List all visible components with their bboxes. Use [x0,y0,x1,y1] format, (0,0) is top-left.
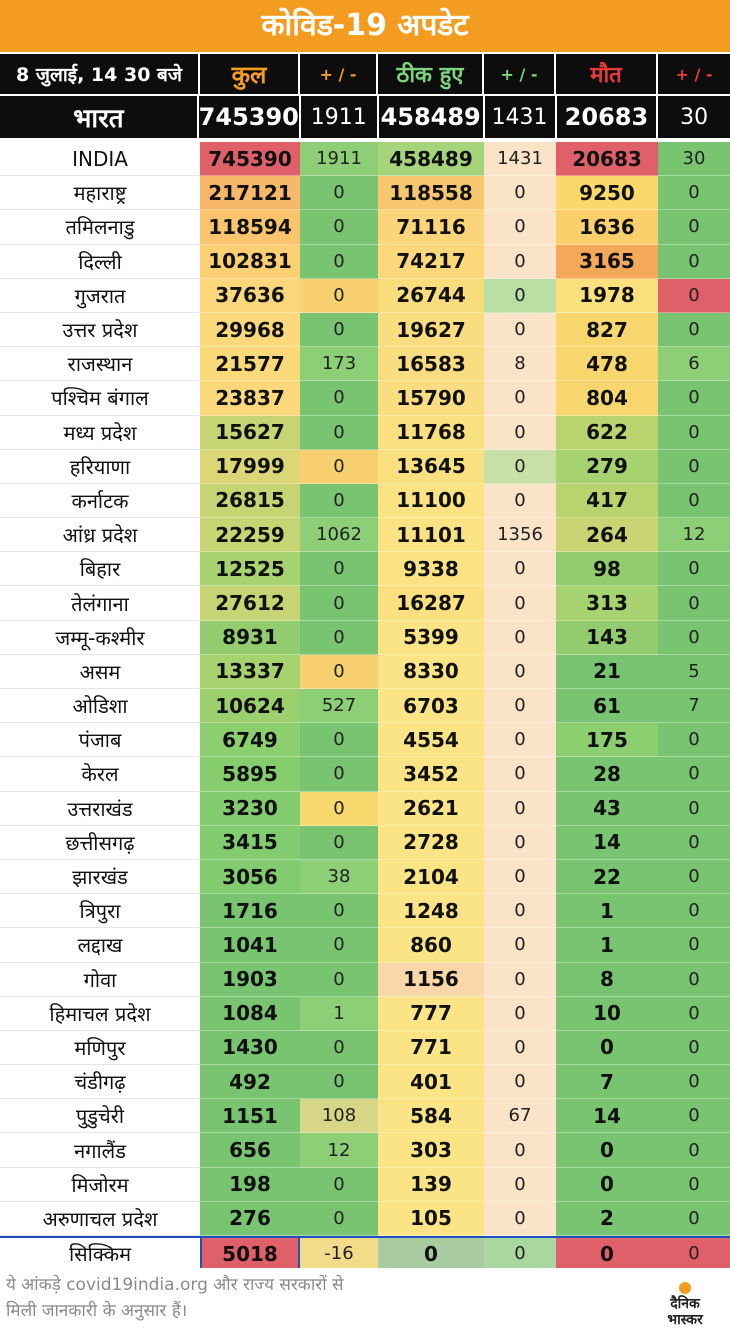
recovered-change-cell: 0 [484,210,556,244]
recovered-change-cell: 1356 [484,518,556,552]
total-header: कुल [200,54,300,94]
recovered-change-cell: 0 [484,621,556,655]
state-name: जम्मू-कश्मीर [0,621,200,655]
deaths-change-cell: 0 [658,1168,730,1202]
table-row [0,689,730,723]
india-summary-row [0,96,730,138]
recovered-change-cell: 0 [484,1236,556,1270]
state-name: आंध्र प्रदेश [0,518,200,552]
recovered-change-cell: 0 [484,894,556,928]
total-cell: 3056 [200,860,300,894]
deaths-change-cell: 7 [658,689,730,723]
recovered-change-cell: 0 [484,450,556,484]
recovered-cell: 15790 [378,381,484,415]
total-cell: 23837 [200,381,300,415]
deaths-change-cell: 0 [658,210,730,244]
table-row [0,313,730,347]
total-cell: 1084 [200,997,300,1031]
recovered-cell: 860 [378,928,484,962]
state-name: सिक्किम [0,1236,200,1270]
recovered-cell: 11768 [378,416,484,450]
recovered-cell: 19627 [378,313,484,347]
deaths-change-cell: 0 [658,723,730,757]
state-name: असम [0,655,200,689]
total-cell: 745390 [200,142,300,176]
table-row [0,381,730,415]
india-total-change: 1911 [301,96,379,138]
total-cell: 21577 [200,347,300,381]
table-row [0,655,730,689]
total-change-cell: 0 [300,245,378,279]
india-deaths-change: 30 [658,96,730,138]
deaths-change-header: + / - [658,54,730,94]
total-cell: 29968 [200,313,300,347]
recovered-change-cell: 0 [484,689,556,723]
recovered-change-cell: 0 [484,655,556,689]
logo-sun-icon [679,1282,691,1294]
deaths-change-cell: 0 [658,757,730,791]
deaths-change-cell: 0 [658,381,730,415]
table-row [0,1133,730,1167]
india-deaths: 20683 [557,96,659,138]
state-name: हरियाणा [0,450,200,484]
recovered-change-cell: 0 [484,1065,556,1099]
deaths-change-cell: 0 [658,484,730,518]
total-change-cell: 0 [300,826,378,860]
deaths-change-cell: 0 [658,826,730,860]
total-cell: 1151 [200,1099,300,1133]
total-cell: 17999 [200,450,300,484]
deaths-change-cell: 0 [658,1236,730,1270]
total-cell: 15627 [200,416,300,450]
table-row [0,1065,730,1099]
footer [0,1268,730,1340]
total-change-cell: 0 [300,1031,378,1065]
table-row [0,723,730,757]
state-name: अरुणाचल प्रदेश [0,1202,200,1236]
table-row [0,963,730,997]
total-change-cell: 0 [300,723,378,757]
recovered-change-header: + / - [484,54,556,94]
deaths-change-cell: 6 [658,347,730,381]
state-name: बिहार [0,552,200,586]
total-change-cell: 0 [300,894,378,928]
state-name: पश्चिम बंगाल [0,381,200,415]
recovered-cell: 11100 [378,484,484,518]
recovered-cell: 1248 [378,894,484,928]
state-name: मणिपुर [0,1031,200,1065]
total-cell: 198 [200,1168,300,1202]
deaths-cell: 264 [556,518,658,552]
deaths-change-cell: 0 [658,1099,730,1133]
deaths-change-cell: 0 [658,245,730,279]
recovered-change-cell: 0 [484,1133,556,1167]
deaths-cell: 478 [556,347,658,381]
deaths-header: मौत [556,54,658,94]
deaths-cell: 14 [556,1099,658,1133]
recovered-cell: 2621 [378,792,484,826]
total-cell: 13337 [200,655,300,689]
india-recovered-change: 1431 [485,96,557,138]
state-name: झारखंड [0,860,200,894]
table-row [0,279,730,313]
deaths-change-cell: 0 [658,792,730,826]
recovered-cell: 139 [378,1168,484,1202]
deaths-cell: 0 [556,1236,658,1270]
deaths-change-cell: 0 [658,963,730,997]
total-change-cell: 1911 [300,142,378,176]
total-change-cell: 0 [300,655,378,689]
recovered-change-cell: 0 [484,963,556,997]
total-cell: 492 [200,1065,300,1099]
total-change-cell: 108 [300,1099,378,1133]
state-name: केरल [0,757,200,791]
recovered-cell: 13645 [378,450,484,484]
recovered-change-cell: 0 [484,586,556,620]
source-note [6,1272,466,1324]
state-name: गुजरात [0,279,200,313]
state-name: मिजोरम [0,1168,200,1202]
dainik-bhaskar-logo [650,1282,720,1336]
recovered-cell: 1156 [378,963,484,997]
recovered-cell: 0 [378,1236,484,1270]
total-change-cell: 1062 [300,518,378,552]
state-name: ओडिशा [0,689,200,723]
total-cell: 276 [200,1202,300,1236]
deaths-cell: 1978 [556,279,658,313]
total-cell: 3415 [200,826,300,860]
recovered-change-cell: 0 [484,1031,556,1065]
total-cell: 37636 [200,279,300,313]
deaths-change-cell: 0 [658,928,730,962]
recovered-change-cell: 0 [484,279,556,313]
recovered-cell: 9338 [378,552,484,586]
table-row [0,621,730,655]
total-cell: 656 [200,1133,300,1167]
deaths-cell: 1 [556,894,658,928]
deaths-cell: 0 [556,1168,658,1202]
recovered-change-cell: 1431 [484,142,556,176]
state-name: चंडीगढ़ [0,1065,200,1099]
deaths-change-cell: 0 [658,997,730,1031]
total-change-cell: 0 [300,1065,378,1099]
total-change-cell: 0 [300,450,378,484]
recovered-cell: 6703 [378,689,484,723]
table-row [0,894,730,928]
recovered-cell: 118558 [378,176,484,210]
source-line-1: ये आंकड़े covid19india.org और राज्य सरकारों से [6,1275,344,1295]
table-row [0,1099,730,1133]
deaths-cell: 0 [556,1133,658,1167]
india-total: 745390 [199,96,301,138]
total-cell: 8931 [200,621,300,655]
recovered-cell: 3452 [378,757,484,791]
state-name: नगालैंड [0,1133,200,1167]
recovered-change-cell: 8 [484,347,556,381]
deaths-cell: 0 [556,1031,658,1065]
deaths-change-cell: 0 [658,1065,730,1099]
table-row [0,1236,730,1270]
recovered-change-cell: 67 [484,1099,556,1133]
recovered-change-cell: 0 [484,484,556,518]
deaths-cell: 827 [556,313,658,347]
deaths-cell: 28 [556,757,658,791]
recovered-cell: 5399 [378,621,484,655]
total-cell: 5018 [200,1236,300,1270]
total-change-cell: 0 [300,176,378,210]
deaths-cell: 10 [556,997,658,1031]
total-change-header: + / - [300,54,378,94]
recovered-cell: 401 [378,1065,484,1099]
logo-text-2: भास्कर [667,1312,703,1328]
deaths-cell: 43 [556,792,658,826]
total-change-cell: 527 [300,689,378,723]
state-name: तमिलनाडु [0,210,200,244]
table-row [0,142,730,176]
deaths-cell: 20683 [556,142,658,176]
recovered-change-cell: 0 [484,1202,556,1236]
table-row [0,245,730,279]
recovered-cell: 584 [378,1099,484,1133]
recovered-cell: 26744 [378,279,484,313]
total-change-cell: 0 [300,484,378,518]
update-date: 8 जुलाई, 14 30 बजे [0,54,200,94]
recovered-change-cell: 0 [484,928,556,962]
recovered-cell: 16287 [378,586,484,620]
total-cell: 5895 [200,757,300,791]
deaths-change-cell: 12 [658,518,730,552]
deaths-cell: 14 [556,826,658,860]
total-cell: 27612 [200,586,300,620]
table-row [0,416,730,450]
total-cell: 10624 [200,689,300,723]
state-name: त्रिपुरा [0,894,200,928]
total-change-cell: 0 [300,928,378,962]
table-row [0,826,730,860]
deaths-change-cell: 0 [658,621,730,655]
recovered-change-cell: 0 [484,723,556,757]
source-line-2: मिली जानकारी के अनुसार हैं। [6,1301,188,1321]
state-name: पुडुचेरी [0,1099,200,1133]
recovered-header: ठीक हुए [378,54,484,94]
table-row [0,792,730,826]
total-change-cell: 0 [300,279,378,313]
state-name: महाराष्ट्र [0,176,200,210]
recovered-cell: 74217 [378,245,484,279]
recovered-cell: 11101 [378,518,484,552]
recovered-change-cell: 0 [484,176,556,210]
state-name: हिमाचल प्रदेश [0,997,200,1031]
table-row [0,450,730,484]
deaths-cell: 61 [556,689,658,723]
deaths-cell: 8 [556,963,658,997]
table-row [0,518,730,552]
state-name: मध्य प्रदेश [0,416,200,450]
deaths-cell: 175 [556,723,658,757]
table-row [0,210,730,244]
state-name: उत्तराखंड [0,792,200,826]
table-row [0,757,730,791]
total-change-cell: 0 [300,210,378,244]
total-change-cell: 12 [300,1133,378,1167]
total-cell: 3230 [200,792,300,826]
deaths-change-cell: 0 [658,450,730,484]
recovered-cell: 777 [378,997,484,1031]
recovered-change-cell: 0 [484,997,556,1031]
recovered-cell: 105 [378,1202,484,1236]
recovered-cell: 771 [378,1031,484,1065]
table-row [0,997,730,1031]
total-cell: 26815 [200,484,300,518]
logo-text-1: दैनिक [670,1296,700,1312]
table-row [0,552,730,586]
total-cell: 12525 [200,552,300,586]
recovered-cell: 458489 [378,142,484,176]
deaths-change-cell: 0 [658,416,730,450]
state-name: INDIA [0,142,200,176]
total-change-cell: 0 [300,416,378,450]
india-recovered: 458489 [379,96,485,138]
total-change-cell: 0 [300,1202,378,1236]
total-change-cell: 0 [300,552,378,586]
total-change-cell: 1 [300,997,378,1031]
total-change-cell: 0 [300,621,378,655]
recovered-cell: 8330 [378,655,484,689]
recovered-change-cell: 0 [484,416,556,450]
total-cell: 217121 [200,176,300,210]
total-change-cell: 0 [300,586,378,620]
column-header-row [0,54,730,94]
deaths-change-cell: 0 [658,279,730,313]
deaths-cell: 3165 [556,245,658,279]
total-cell: 1041 [200,928,300,962]
deaths-cell: 22 [556,860,658,894]
recovered-change-cell: 0 [484,757,556,791]
recovered-cell: 303 [378,1133,484,1167]
total-change-cell: 0 [300,963,378,997]
total-cell: 102831 [200,245,300,279]
recovered-change-cell: 0 [484,792,556,826]
deaths-change-cell: 30 [658,142,730,176]
deaths-change-cell: 0 [658,894,730,928]
deaths-change-cell: 0 [658,1202,730,1236]
table-row [0,347,730,381]
deaths-cell: 7 [556,1065,658,1099]
deaths-change-cell: 0 [658,586,730,620]
table-row [0,928,730,962]
total-change-cell: 0 [300,757,378,791]
recovered-cell: 2728 [378,826,484,860]
state-name: पंजाब [0,723,200,757]
total-cell: 22259 [200,518,300,552]
deaths-change-cell: 0 [658,552,730,586]
recovered-cell: 71116 [378,210,484,244]
total-change-cell: -16 [300,1236,378,1270]
state-name: राजस्थान [0,347,200,381]
table-row [0,586,730,620]
deaths-cell: 143 [556,621,658,655]
total-cell: 1903 [200,963,300,997]
total-change-cell: 0 [300,792,378,826]
total-change-cell: 0 [300,381,378,415]
recovered-change-cell: 0 [484,1168,556,1202]
total-cell: 118594 [200,210,300,244]
deaths-cell: 804 [556,381,658,415]
recovered-cell: 4554 [378,723,484,757]
table-row [0,484,730,518]
recovered-change-cell: 0 [484,245,556,279]
india-label: भारत [0,96,199,138]
total-change-cell: 38 [300,860,378,894]
deaths-cell: 622 [556,416,658,450]
total-cell: 1430 [200,1031,300,1065]
deaths-change-cell: 0 [658,313,730,347]
deaths-change-cell: 0 [658,176,730,210]
state-name: छत्तीसगढ़ [0,826,200,860]
recovered-cell: 16583 [378,347,484,381]
deaths-cell: 1636 [556,210,658,244]
table-row [0,1031,730,1065]
recovered-change-cell: 0 [484,381,556,415]
deaths-cell: 417 [556,484,658,518]
total-cell: 6749 [200,723,300,757]
page-title: कोविड-19 अपडेट [0,0,730,52]
recovered-change-cell: 0 [484,826,556,860]
table-row [0,860,730,894]
deaths-cell: 98 [556,552,658,586]
table-row [0,1202,730,1236]
deaths-change-cell: 0 [658,1031,730,1065]
state-name: तेलंगाना [0,586,200,620]
state-name: उत्तर प्रदेश [0,313,200,347]
recovered-cell: 2104 [378,860,484,894]
table-row [0,1168,730,1202]
state-name: लद्दाख [0,928,200,962]
deaths-cell: 1 [556,928,658,962]
state-table [0,142,730,1270]
deaths-change-cell: 5 [658,655,730,689]
deaths-cell: 2 [556,1202,658,1236]
deaths-cell: 279 [556,450,658,484]
total-change-cell: 0 [300,1168,378,1202]
deaths-cell: 9250 [556,176,658,210]
recovered-change-cell: 0 [484,860,556,894]
total-cell: 1716 [200,894,300,928]
state-name: गोवा [0,963,200,997]
total-change-cell: 0 [300,313,378,347]
table-row [0,176,730,210]
state-name: दिल्ली [0,245,200,279]
deaths-change-cell: 0 [658,1133,730,1167]
total-change-cell: 173 [300,347,378,381]
recovered-change-cell: 0 [484,313,556,347]
state-name: कर्नाटक [0,484,200,518]
deaths-cell: 313 [556,586,658,620]
recovered-change-cell: 0 [484,552,556,586]
deaths-cell: 21 [556,655,658,689]
deaths-change-cell: 0 [658,860,730,894]
